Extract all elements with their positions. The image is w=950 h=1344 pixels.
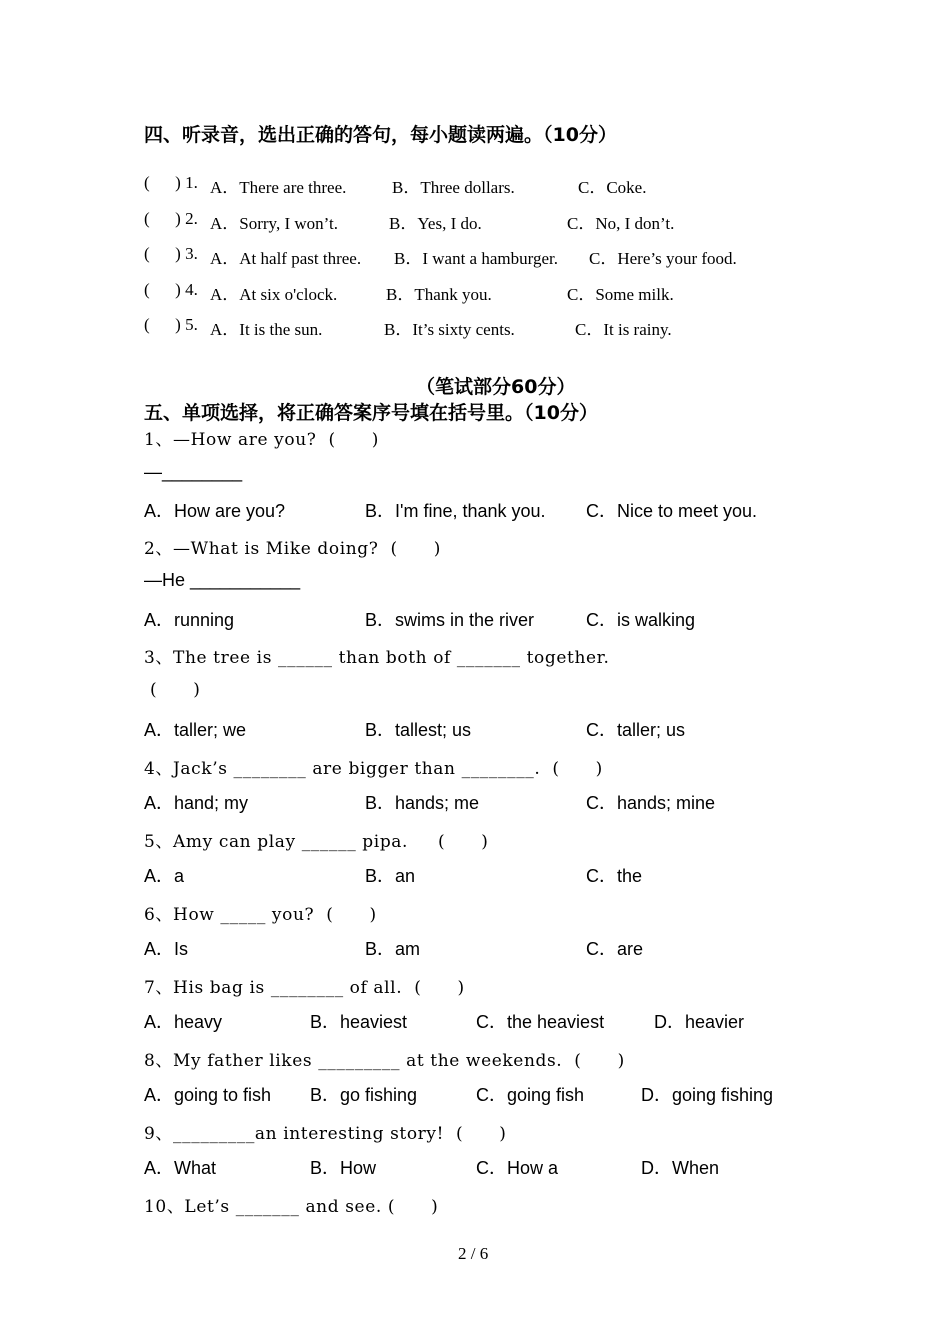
answer-blank: —He ___________ (144, 570, 301, 590)
option-b: B．heaviest (310, 1012, 408, 1032)
question-stem: 4、Jack’s ________ are bigger than ________. ( ) (144, 759, 603, 779)
question-stem: 2、—What is Mike doing? ( ) (144, 539, 441, 559)
answer-blank: —________ (144, 462, 243, 482)
question-number: ( ) 5. (144, 315, 198, 334)
option-a: A．At six o'clock. (210, 285, 338, 304)
option-b: B．Yes, I do. (389, 214, 482, 233)
option-b: B．Thank you. (386, 285, 492, 304)
option-a: A．running (144, 610, 235, 630)
option-b: B．an (365, 866, 416, 886)
question-stem: 6、How _____ you? ( ) (144, 905, 377, 925)
option-a: A．going to fish (144, 1085, 272, 1105)
option-b: B．go fishing (310, 1085, 418, 1105)
option-b: B．hands; me (365, 793, 480, 813)
option-c: C．the heaviest (476, 1012, 605, 1032)
question-number: ( ) 1. (144, 173, 198, 192)
answer-paren: ( ) (150, 680, 201, 700)
option-a: A．There are three. (210, 178, 347, 197)
option-a: A．heavy (144, 1012, 223, 1032)
option-a: A．Sorry, I won’t. (210, 214, 338, 233)
option-b: B．I want a hamburger. (394, 249, 558, 268)
option-c: C．the (586, 866, 643, 886)
option-c: C．are (586, 939, 644, 959)
question-stem: 5、Amy can play ______ pipa. ( ) (144, 832, 489, 852)
option-c: C．Some milk. (567, 285, 674, 304)
question-number: ( ) 3. (144, 244, 198, 263)
option-c: C．Nice to meet you. (586, 501, 758, 521)
option-c: C．No, I don’t. (567, 214, 675, 233)
option-a: A．How are you? (144, 501, 286, 521)
option-b: B．tallest; us (365, 720, 472, 740)
option-c: C．is walking (586, 610, 696, 630)
question-stem: 9、_________an interesting story! ( ) (144, 1124, 507, 1144)
option-c: C．Here’s your food. (589, 249, 737, 268)
option-b: B．It’s sixty cents. (384, 320, 515, 339)
option-a: A．taller; we (144, 720, 247, 740)
option-c: C．taller; us (586, 720, 686, 740)
option-a: A．hand; my (144, 793, 249, 813)
option-b: B．I'm fine, thank you. (365, 501, 546, 521)
question-number: ( ) 4. (144, 280, 198, 299)
option-c: C．It is rainy. (575, 320, 672, 339)
option-a: A．At half past three. (210, 249, 362, 268)
page-number: 2 / 6 (458, 1244, 489, 1263)
option-b: B．am (365, 939, 421, 959)
question-stem: 8、My father likes _________ at the weekends. ( ) (144, 1051, 625, 1071)
option-d: D．going fishing (641, 1085, 774, 1105)
question-stem: 3、The tree is ______ than both of _______ together. (144, 648, 610, 668)
option-c: C．hands; mine (586, 793, 716, 813)
section-4-heading: 四、听录音，选出正确的答句，每小题读两遍。（10分） (144, 124, 617, 146)
option-b: B．How (310, 1158, 377, 1178)
option-a: A．What (144, 1158, 217, 1178)
option-a: A．Is (144, 939, 189, 959)
option-d: D．heavier (654, 1012, 745, 1032)
question-stem: 1、—How are you? ( ) (144, 430, 379, 450)
option-c: C．going fish (476, 1085, 585, 1105)
option-c: C．How a (476, 1158, 559, 1178)
option-b: B．Three dollars. (392, 178, 515, 197)
option-d: D．When (641, 1158, 720, 1178)
section-5-heading: 五、单项选择，将正确答案序号填在括号里。（10分） (144, 402, 598, 424)
option-b: B．swims in the river (365, 610, 535, 630)
question-stem: 7、His bag is ________ of all. ( ) (144, 978, 465, 998)
question-stem: 10、Let’s _______ and see. ( ) (144, 1197, 439, 1217)
option-c: C．Coke. (578, 178, 647, 197)
question-number: ( ) 2. (144, 209, 198, 228)
option-a: A．It is the sun. (210, 320, 323, 339)
written-part-title: （笔试部分60分） (416, 376, 576, 398)
option-a: A．a (144, 866, 185, 886)
